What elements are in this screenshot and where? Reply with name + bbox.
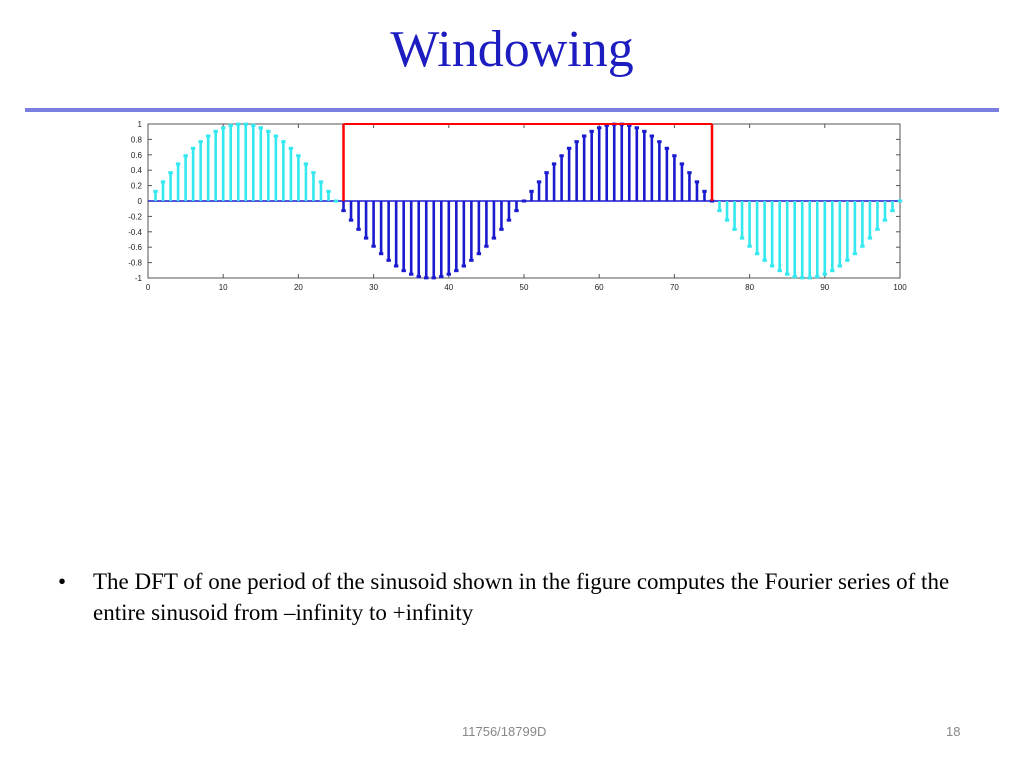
stem-marker <box>597 126 601 129</box>
stem-marker <box>657 140 661 143</box>
stem-marker <box>191 147 195 150</box>
page-number: 18 <box>946 724 961 739</box>
stem-marker <box>552 162 556 165</box>
stem-marker <box>507 219 511 222</box>
x-tick-label: 80 <box>745 283 755 292</box>
stem-marker <box>845 259 849 262</box>
stem-marker <box>281 140 285 143</box>
y-tick-label: -0.6 <box>128 243 142 253</box>
stem-marker <box>289 147 293 150</box>
stem-marker <box>717 209 721 212</box>
x-tick-label: 40 <box>444 283 454 292</box>
stem-marker <box>785 273 789 276</box>
stem-marker <box>732 228 736 231</box>
stem-marker <box>514 209 518 212</box>
stem-marker <box>770 265 774 268</box>
y-tick-label: -0.4 <box>128 227 142 237</box>
stem-marker <box>259 126 263 129</box>
stem-marker <box>492 237 496 240</box>
stem-marker <box>311 171 315 174</box>
stem-marker <box>762 259 766 262</box>
stem-marker <box>319 180 323 183</box>
stem-marker <box>650 134 654 137</box>
stem-marker <box>574 140 578 143</box>
stem-marker <box>153 190 157 193</box>
stem-marker <box>755 252 759 255</box>
stem-marker <box>687 171 691 174</box>
stem-marker <box>206 134 210 137</box>
stem-marker <box>371 245 375 248</box>
stem-marker <box>274 134 278 137</box>
stem-marker <box>695 180 699 183</box>
stem-marker <box>334 200 338 203</box>
stem-marker <box>409 273 413 276</box>
x-tick-label: 0 <box>145 283 151 292</box>
stem-marker <box>477 252 481 255</box>
stem-marker <box>793 275 797 278</box>
stem-marker <box>665 147 669 150</box>
stem-marker <box>800 276 804 279</box>
stem-marker <box>823 273 827 276</box>
stem-marker <box>296 154 300 157</box>
stem-marker <box>672 154 676 157</box>
y-tick-label: 0.4 <box>130 166 142 176</box>
stem-marker <box>529 190 533 193</box>
bullet-mark: • <box>58 569 67 594</box>
stem-marker <box>868 237 872 240</box>
stem-marker <box>266 130 270 133</box>
y-tick-label: 0 <box>137 197 142 206</box>
stem-marker <box>898 200 902 203</box>
stem-marker <box>875 228 879 231</box>
stem-marker <box>326 190 330 193</box>
y-tick-label: 1 <box>137 120 142 129</box>
x-tick-label: 50 <box>519 283 529 292</box>
stem-marker <box>356 228 360 231</box>
stem-marker <box>213 130 217 133</box>
y-tick-label: -1 <box>134 274 142 283</box>
stem-marker <box>537 180 541 183</box>
y-tick-label: -0.2 <box>128 212 142 222</box>
stem-marker <box>176 162 180 165</box>
stem-marker <box>815 275 819 278</box>
stem-marker <box>853 252 857 255</box>
stem-marker <box>168 171 172 174</box>
stem-marker <box>725 219 729 222</box>
chart-svg <box>100 112 910 294</box>
stem-marker <box>454 269 458 272</box>
y-tick-label: -0.8 <box>128 258 142 268</box>
stem-marker <box>890 209 894 212</box>
stem-marker <box>236 123 240 126</box>
stem-marker <box>582 134 586 137</box>
footer-course-code: 11756/18799D <box>462 724 547 739</box>
stem-marker <box>567 147 571 150</box>
stem-marker <box>229 124 233 127</box>
x-tick-label: 60 <box>594 283 604 292</box>
bullet-text: The DFT of one period of the sinusoid shown in the figure computes the Fourier series of the entire sinusoid from –infinity to +infinity <box>93 569 950 625</box>
stem-marker <box>432 276 436 279</box>
stem-marker <box>838 265 842 268</box>
stem-marker <box>499 228 503 231</box>
stem-marker <box>364 237 368 240</box>
stem-marker <box>341 209 345 212</box>
stem-marker <box>777 269 781 272</box>
stem-marker <box>469 259 473 262</box>
stem-marker <box>635 126 639 129</box>
x-tick-label: 90 <box>820 283 830 292</box>
x-tick-label: 30 <box>369 283 379 292</box>
stem-marker <box>244 123 248 126</box>
stem-marker <box>394 265 398 268</box>
stem-marker <box>304 162 308 165</box>
stem-marker <box>808 276 812 279</box>
stem-marker <box>417 275 421 278</box>
stem-marker <box>424 276 428 279</box>
stem-marker <box>522 200 526 203</box>
stem-marker <box>401 269 405 272</box>
stem-marker <box>702 190 706 193</box>
stem-marker <box>386 259 390 262</box>
stem-marker <box>860 245 864 248</box>
stem-marker <box>462 265 466 268</box>
stem-marker <box>198 140 202 143</box>
stem-marker <box>589 130 593 133</box>
stem-marker <box>883 219 887 222</box>
stem-marker <box>830 269 834 272</box>
stem-marker <box>544 171 548 174</box>
stem-marker <box>379 252 383 255</box>
stem-marker <box>349 219 353 222</box>
x-tick-label: 20 <box>293 283 303 292</box>
y-tick-label: 0.6 <box>130 150 142 160</box>
stem-chart <box>100 112 910 294</box>
stem-marker <box>183 154 187 157</box>
stem-marker <box>447 273 451 276</box>
stem-marker <box>484 245 488 248</box>
stem-marker <box>747 245 751 248</box>
y-tick-label: 0.2 <box>130 181 142 191</box>
stem-marker <box>559 154 563 157</box>
stem-marker <box>642 130 646 133</box>
y-tick-label: 0.8 <box>130 135 142 145</box>
slide-title: Windowing <box>390 21 634 78</box>
stem-marker <box>221 126 225 129</box>
x-tick-label: 70 <box>669 283 679 292</box>
stem-marker <box>740 237 744 240</box>
x-tick-label: 100 <box>893 283 907 292</box>
stem-marker <box>161 180 165 183</box>
stem-marker <box>680 162 684 165</box>
stem-marker <box>251 124 255 127</box>
x-tick-label: 10 <box>218 283 228 292</box>
stem-marker <box>439 275 443 278</box>
